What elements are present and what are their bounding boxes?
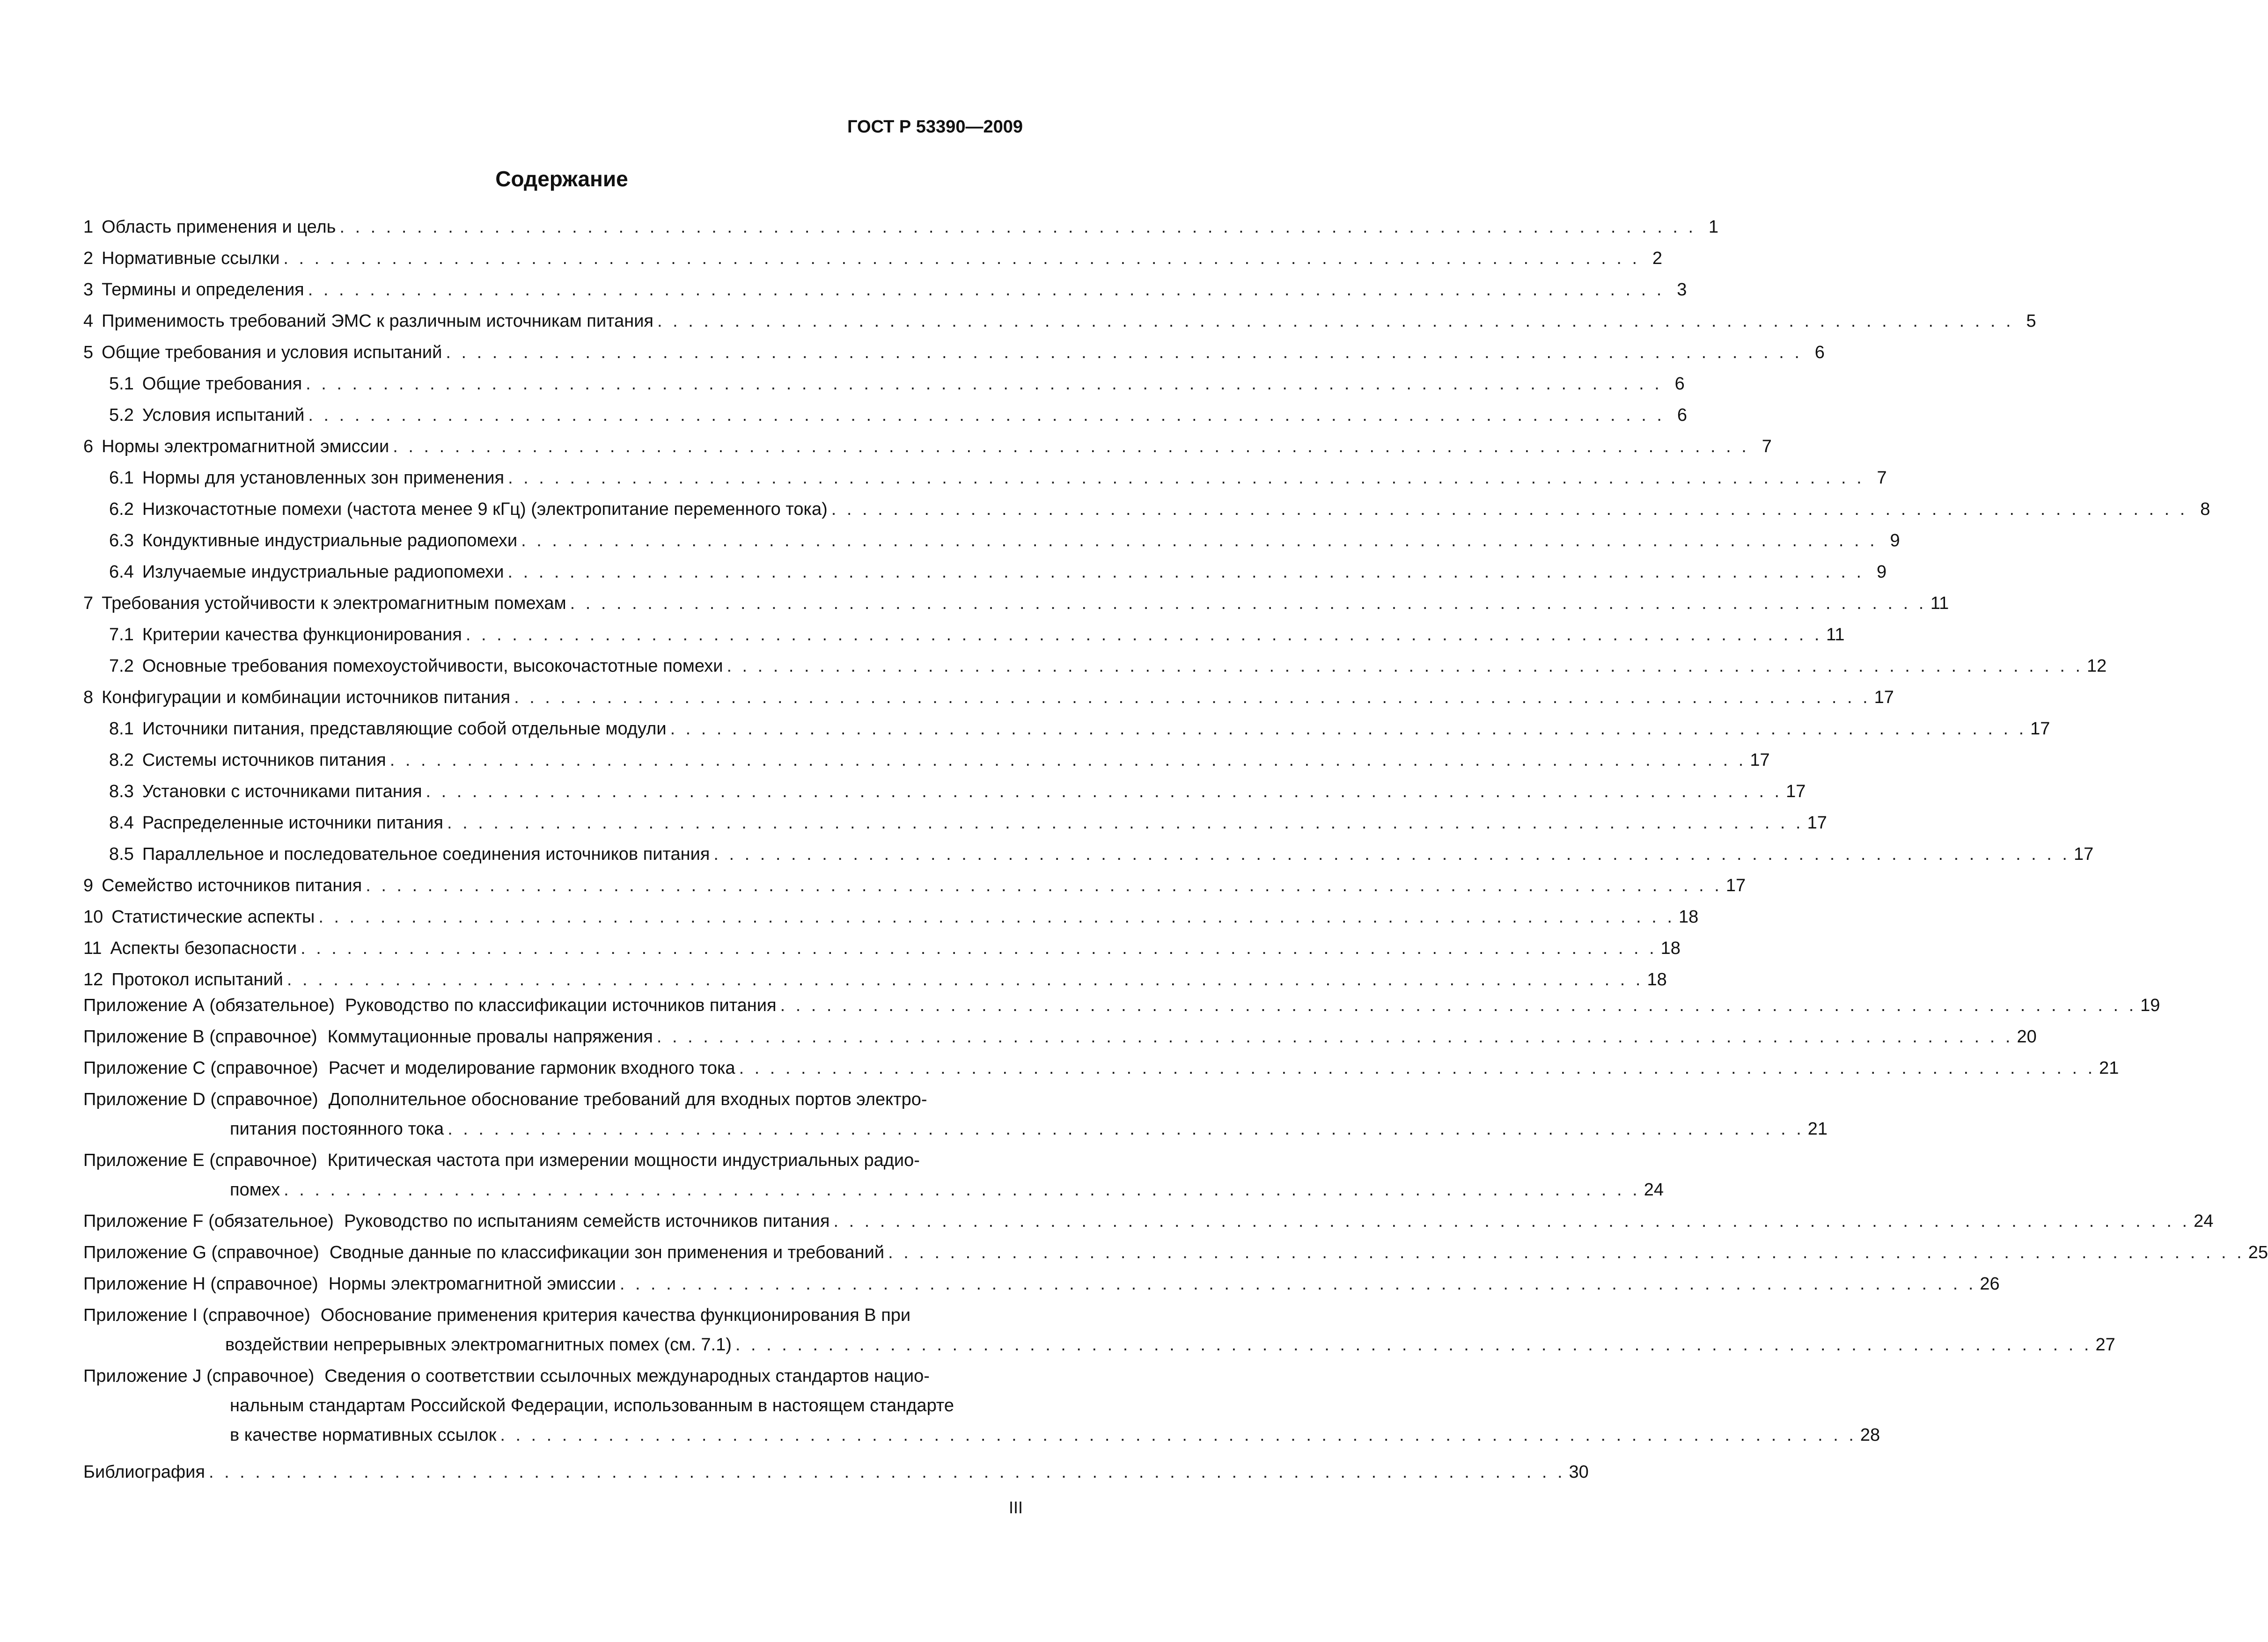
appendix-page: 20 [2017, 1027, 2037, 1047]
toc-entry-title: Нормы электромагнитной эмиссии [102, 437, 389, 456]
toc-entry[interactable] [83, 337, 1825, 368]
toc-entry[interactable] [83, 776, 1806, 807]
toc-entry-page: 17 [2030, 719, 2050, 739]
dot-leader: . . . . . . . . . . . . . . . . . . . . . . . . . . . . . . . . . . . . . . . . . . . . . . . . . . . . . . . . . . . . . . . . . . . . . . . . . . . . . . . . . . . . . . . . [426, 782, 1783, 801]
toc-entry[interactable] [83, 619, 1845, 651]
toc-entry-page: 18 [1647, 970, 1667, 990]
toc-entry-title: Аспекты безопасности [110, 938, 297, 958]
appendix-title: помех [230, 1180, 280, 1200]
toc-entry-number: 5 [83, 343, 94, 362]
dot-leader: . . . . . . . . . . . . . . . . . . . . . . . . . . . . . . . . . . . . . . . . . . . . . . . . . . . . . . . . . . . . . . . . . . . . . . . . . . . . . . . . . . . . . . . . [448, 1119, 1804, 1139]
appendix-page: 24 [2194, 1211, 2214, 1231]
appendix-label: Приложение I (справочное) [83, 1305, 310, 1325]
toc-entry-page: 9 [1890, 531, 1900, 550]
toc-entry[interactable] [83, 933, 1681, 964]
toc-appendix-entry[interactable] [83, 1090, 1828, 1149]
appendix-title: Сведения о соответствии ссылочных международных стандартов нацио- [324, 1366, 930, 1386]
toc-entry-title: Условия испытаний [142, 405, 305, 425]
dot-leader: . . . . . . . . . . . . . . . . . . . . . . . . . . . . . . . . . . . . . . . . . . . . . . . . . . . . . . . . . . . . . . . . . . . . . . . . . . . . . . . . . . . . . . . . [447, 813, 1804, 833]
toc-entry-title: Установки с источниками питания [142, 782, 422, 801]
toc-entry-title: Распределенные источники питания [142, 813, 444, 833]
toc-entry-number: 5.1 [109, 374, 134, 394]
toc-entry-number: 7 [83, 594, 94, 613]
toc-entry[interactable] [83, 839, 2094, 870]
toc-entry-number: 8.4 [109, 813, 134, 833]
appendix-page: 27 [2095, 1335, 2115, 1355]
toc-entry-number: 6.4 [109, 562, 134, 582]
appendix-label: Приложение А (обязательное) [83, 996, 335, 1015]
toc-entry-number: 8.1 [109, 719, 134, 739]
toc-entry-title: Общие требования [142, 374, 302, 394]
toc-entry-page: 5 [2026, 311, 2036, 331]
toc-entry-title: Применимость требований ЭМС к различным источникам питания [102, 311, 653, 331]
toc-entry-page: 17 [1807, 813, 1827, 833]
appendix-title: Нормы электромагнитной эмиссии [328, 1274, 616, 1294]
toc-entry-page: 1 [1708, 217, 1719, 237]
toc-entry[interactable] [83, 713, 2050, 745]
toc-entry[interactable] [83, 745, 1770, 776]
toc-entry[interactable] [83, 525, 1900, 557]
toc-entry-page: 9 [1876, 562, 1887, 582]
toc-entry-page: 12 [2087, 656, 2107, 676]
toc-entry-title: Системы источников питания [142, 750, 386, 770]
appendix-page: 19 [2140, 996, 2160, 1015]
appendix-page: 24 [1644, 1180, 1664, 1200]
appendix-label: Приложение G (справочное) [83, 1243, 319, 1262]
appendix-title: Дополнительное обоснование требований для входных портов электро- [328, 1090, 927, 1109]
document-id: ГОСТ Р 53390—2009 [847, 117, 1023, 137]
dot-leader: . . . . . . . . . . . . . . . . . . . . . . . . . . . . . . . . . . . . . . . . . . . . . . . . . . . . . . . . . . . . . . . . . . . . . . . . . . . . . . . . . . . . . . . . [619, 1274, 1976, 1294]
dot-leader: . . . . . . . . . . . . . . . . . . . . . . . . . . . . . . . . . . . . . . . . . . . . . . . . . . . . . . . . . . . . . . . . . . . . . . . . . . . . . . . . . . . . . . . . [670, 719, 2027, 739]
toc-entry-title: Требования устойчивости к электромагнитным помехам [102, 594, 566, 613]
dot-leader: . . . . . . . . . . . . . . . . . . . . . . . . . . . . . . . . . . . . . . . . . . . . . . . . . . . . . . . . . . . . . . . . . . . . . . . . . . . . . . . . . . . . . . . . [308, 280, 1665, 300]
appendix-title: Критическая частота при измерении мощности индустриальных радио- [327, 1151, 920, 1170]
dot-leader: . . . . . . . . . . . . . . . . . . . . . . . . . . . . . . . . . . . . . . . . . . . . . . . . . . . . . . . . . . . . . . . . . . . . . . . . . . . . . . . . . . . . . . . . [888, 1243, 2245, 1262]
dot-leader: . . . . . . . . . . . . . . . . . . . . . . . . . . . . . . . . . . . . . . . . . . . . . . . . . . . . . . . . . . . . . . . . . . . . . . . . . . . . . . . . . . . . . . . . [301, 938, 1657, 958]
dot-leader: . . . . . . . . . . . . . . . . . . . . . . . . . . . . . . . . . . . . . . . . . . . . . . . . . . . . . . . . . . . . . . . . . . . . . . . . . . . . . . . . . . . . . . . . [389, 750, 1747, 770]
dot-leader: . . . . . . . . . . . . . . . . . . . . . . . . . . . . . . . . . . . . . . . . . . . . . . . . . . . . . . . . . . . . . . . . . . . . . . . . . . . . . . . . . . . . . . . . [284, 1180, 1640, 1200]
toc-entry-title: Кондуктивные индустриальные радиопомехи [142, 531, 518, 550]
toc-entry-page: 6 [1674, 374, 1685, 394]
toc-entry[interactable] [83, 870, 1746, 902]
toc-entry-title: Семейство источников питания [102, 876, 362, 895]
toc-entry-title: Источники питания, представляющие собой отдельные модули [142, 719, 667, 739]
toc-entry-page: 17 [1750, 750, 1770, 770]
toc-entry-number: 6 [83, 437, 94, 456]
appendix-title: Руководство по испытаниям семейств источников питания [344, 1211, 830, 1231]
appendix-title: питания постоянного тока [230, 1119, 444, 1139]
appendix-label: Приложение С (справочное) [83, 1058, 318, 1078]
dot-leader: . . . . . . . . . . . . . . . . . . . . . . . . . . . . . . . . . . . . . . . . . . . . . . . . . . . . . . . . . . . . . . . . . . . . . . . . . . . . . . . . . . . . . . . . [739, 1058, 2096, 1078]
dot-leader: . . . . . . . . . . . . . . . . . . . . . . . . . . . . . . . . . . . . . . . . . . . . . . . . . . . . . . . . . . . . . . . . . . . . . . . . . . . . . . . . . . . . . . . . [208, 1462, 1565, 1482]
toc-entry-number: 8.3 [109, 782, 134, 801]
toc-bibliography[interactable] [83, 1457, 1589, 1488]
toc-entry-title: Параллельное и последовательное соединения источников питания [142, 844, 710, 864]
dot-leader: . . . . . . . . . . . . . . . . . . . . . . . . . . . . . . . . . . . . . . . . . . . . . . . . . . . . . . . . . . . . . . . . . . . . . . . . . . . . . . . . . . . . . . . . [735, 1335, 2092, 1355]
toc-appendix-entry[interactable] [83, 1151, 1664, 1210]
toc-entry-title: Критерии качества функционирования [142, 625, 462, 645]
toc-entry-number: 5.2 [109, 405, 134, 425]
toc-entry[interactable] [83, 212, 1719, 243]
toc-entry[interactable] [83, 557, 1887, 588]
dot-leader: . . . . . . . . . . . . . . . . . . . . . . . . . . . . . . . . . . . . . . . . . . . . . . . . . . . . . . . . . . . . . . . . . . . . . . . . . . . . . . . . . . . . . . . . [656, 1027, 2013, 1047]
toc-entry-number: 8.5 [109, 844, 134, 864]
appendix-page: 21 [2099, 1058, 2119, 1078]
toc-entry-number: 7.1 [109, 625, 134, 645]
toc-appendix-entry[interactable] [83, 1274, 2000, 1305]
bibliography-page: 30 [1569, 1462, 1589, 1482]
toc-entry-number: 1 [83, 217, 94, 237]
dot-leader: . . . . . . . . . . . . . . . . . . . . . . . . . . . . . . . . . . . . . . . . . . . . . . . . . . . . . . . . . . . . . . . . . . . . . . . . . . . . . . . . . . . . . . . . [780, 996, 2137, 1015]
toc-entry-number: 3 [83, 280, 94, 300]
toc-entry-page: 11 [1826, 625, 1845, 645]
toc-entry[interactable] [83, 274, 1687, 306]
toc-entry-number: 9 [83, 876, 94, 895]
toc-entry-page: 11 [1930, 594, 1949, 613]
dot-leader: . . . . . . . . . . . . . . . . . . . . . . . . . . . . . . . . . . . . . . . . . . . . . . . . . . . . . . . . . . . . . . . . . . . . . . . . . . . . . . . . . . . . . . . . [833, 1211, 2190, 1231]
appendix-title: Руководство по классификации источников питания [345, 996, 777, 1015]
toc-entry-number: 6.3 [109, 531, 134, 550]
toc-appendix-entry[interactable] [83, 996, 2160, 1027]
toc-entry-title: Излучаемые индустриальные радиопомехи [142, 562, 504, 582]
dot-leader: . . . . . . . . . . . . . . . . . . . . . . . . . . . . . . . . . . . . . . . . . . . . . . . . . . . . . . . . . . . . . . . . . . . . . . . . . . . . . . . . . . . . . . . . [393, 437, 1749, 456]
toc-entry-number: 11 [83, 938, 102, 958]
dot-leader: . . . . . . . . . . . . . . . . . . . . . . . . . . . . . . . . . . . . . . . . . . . . . . . . . . . . . . . . . . . . . . . . . . . . . . . . . . . . . . . . . . . . . . . . [508, 468, 1864, 488]
appendix-page: 25 [2248, 1243, 2268, 1262]
appendix-page: 26 [1980, 1274, 2000, 1294]
toc-entry-page: 18 [1660, 938, 1681, 958]
bibliography-title: Библиография [83, 1462, 205, 1482]
appendix-title: Сводные данные по классификации зон применения и требований [329, 1243, 885, 1262]
toc-entry[interactable] [83, 964, 1667, 996]
toc-entry-number: 6.2 [109, 499, 134, 519]
toc-entry[interactable] [83, 588, 1949, 619]
dot-leader: . . . . . . . . . . . . . . . . . . . . . . . . . . . . . . . . . . . . . . . . . . . . . . . . . . . . . . . . . . . . . . . . . . . . . . . . . . . . . . . . . . . . . . . . [286, 970, 1644, 990]
dot-leader: . . . . . . . . . . . . . . . . . . . . . . . . . . . . . . . . . . . . . . . . . . . . . . . . . . . . . . . . . . . . . . . . . . . . . . . . . . . . . . . . . . . . . . . . [308, 405, 1665, 425]
page-number: III [1008, 1498, 1023, 1517]
toc-entry-page: 17 [1786, 782, 1806, 801]
toc-entry-page: 3 [1677, 280, 1687, 300]
toc-entry[interactable] [83, 902, 1699, 933]
appendix-title: в качестве нормативных ссылок [230, 1425, 497, 1445]
toc-entry-title: Протокол испытаний [111, 970, 283, 990]
dot-leader: . . . . . . . . . . . . . . . . . . . . . . . . . . . . . . . . . . . . . . . . . . . . . . . . . . . . . . . . . . . . . . . . . . . . . . . . . . . . . . . . . . . . . . . . [514, 688, 1871, 707]
dot-leader: . . . . . . . . . . . . . . . . . . . . . . . . . . . . . . . . . . . . . . . . . . . . . . . . . . . . . . . . . . . . . . . . . . . . . . . . . . . . . . . . . . . . . . . . [306, 374, 1662, 394]
toc-entry-page: 17 [2073, 844, 2094, 864]
toc-entry-title: Область применения и цель [102, 217, 336, 237]
appendix-title: нальным стандартам Российской Федерации, использованным в настоящем стандарте [230, 1396, 954, 1415]
dot-leader: . . . . . . . . . . . . . . . . . . . . . . . . . . . . . . . . . . . . . . . . . . . . . . . . . . . . . . . . . . . . . . . . . . . . . . . . . . . . . . . . . . . . . . . . [283, 249, 1640, 268]
appendix-page: 28 [1860, 1425, 1880, 1445]
toc-entry-title: Низкочастотные помехи (частота менее 9 кГц) (электропитание переменного тока) [142, 499, 828, 519]
toc-entry-page: 17 [1725, 876, 1746, 895]
appendix-label: Приложение В (справочное) [83, 1027, 317, 1047]
appendix-title: Обоснование применения критерия качества функционирования В при [320, 1305, 911, 1325]
toc-entry-page: 17 [1874, 688, 1894, 707]
toc-entry[interactable] [83, 243, 1663, 274]
dot-leader: . . . . . . . . . . . . . . . . . . . . . . . . . . . . . . . . . . . . . . . . . . . . . . . . . . . . . . . . . . . . . . . . . . . . . . . . . . . . . . . . . . . . . . . . [727, 656, 2084, 676]
appendix-label: Приложение Е (справочное) [83, 1151, 317, 1170]
dot-leader: . . . . . . . . . . . . . . . . . . . . . . . . . . . . . . . . . . . . . . . . . . . . . . . . . . . . . . . . . . . . . . . . . . . . . . . . . . . . . . . . . . . . . . . . [339, 217, 1696, 237]
toc-entry-title: Основные требования помехоустойчивости, высокочастотные помехи [142, 656, 723, 676]
appendix-title: Расчет и моделирование гармоник входного тока [328, 1058, 735, 1078]
dot-leader: . . . . . . . . . . . . . . . . . . . . . . . . . . . . . . . . . . . . . . . . . . . . . . . . . . . . . . . . . . . . . . . . . . . . . . . . . . . . . . . . . . . . . . . . [500, 1425, 1857, 1445]
toc-entry-page: 6 [1814, 343, 1825, 362]
toc-appendix-entry[interactable] [83, 1027, 2037, 1058]
dot-leader: . . . . . . . . . . . . . . . . . . . . . . . . . . . . . . . . . . . . . . . . . . . . . . . . . . . . . . . . . . . . . . . . . . . . . . . . . . . . . . . . . . . . . . . . [521, 531, 1878, 550]
toc-entry-number: 6.1 [109, 468, 134, 488]
toc-entry-page: 7 [1762, 437, 1772, 456]
toc-appendix-entry[interactable] [83, 1366, 1880, 1455]
toc-entry-page: 8 [2200, 499, 2210, 519]
dot-leader: . . . . . . . . . . . . . . . . . . . . . . . . . . . . . . . . . . . . . . . . . . . . . . . . . . . . . . . . . . . . . . . . . . . . . . . . . . . . . . . . . . . . . . . . [446, 343, 1802, 362]
appendix-title: воздействии непрерывных электромагнитных помех (см. 7.1) [225, 1335, 732, 1355]
appendix-label: Приложение F (обязательное) [83, 1211, 334, 1231]
toc-entry-number: 7.2 [109, 656, 134, 676]
dot-leader: . . . . . . . . . . . . . . . . . . . . . . . . . . . . . . . . . . . . . . . . . . . . . . . . . . . . . . . . . . . . . . . . . . . . . . . . . . . . . . . . . . . . . . . . [831, 499, 2188, 519]
dot-leader: . . . . . . . . . . . . . . . . . . . . . . . . . . . . . . . . . . . . . . . . . . . . . . . . . . . . . . . . . . . . . . . . . . . . . . . . . . . . . . . . . . . . . . . . [465, 625, 1822, 645]
toc-entry[interactable] [83, 807, 1827, 839]
toc-entry-page: 2 [1652, 249, 1663, 268]
appendix-label: Приложение D (справочное) [83, 1090, 318, 1109]
dot-leader: . . . . . . . . . . . . . . . . . . . . . . . . . . . . . . . . . . . . . . . . . . . . . . . . . . . . . . . . . . . . . . . . . . . . . . . . . . . . . . . . . . . . . . . . [713, 844, 2070, 864]
toc-entry[interactable] [83, 368, 1685, 400]
table-of-contents [83, 212, 2268, 1488]
toc-entry-title: Нормы для установленных зон применения [142, 468, 505, 488]
dot-leader: . . . . . . . . . . . . . . . . . . . . . . . . . . . . . . . . . . . . . . . . . . . . . . . . . . . . . . . . . . . . . . . . . . . . . . . . . . . . . . . . . . . . . . . . [507, 562, 1864, 582]
toc-entry-number: 4 [83, 311, 94, 331]
dot-leader: . . . . . . . . . . . . . . . . . . . . . . . . . . . . . . . . . . . . . . . . . . . . . . . . . . . . . . . . . . . . . . . . . . . . . . . . . . . . . . . . . . . . . . . . [570, 594, 1927, 613]
appendix-label: Приложение Н (справочное) [83, 1274, 318, 1294]
toc-entry[interactable] [83, 431, 1772, 462]
appendix-title: Коммутационные провалы напряжения [327, 1027, 653, 1047]
dot-leader: . . . . . . . . . . . . . . . . . . . . . . . . . . . . . . . . . . . . . . . . . . . . . . . . . . . . . . . . . . . . . . . . . . . . . . . . . . . . . . . . . . . . . . . . [318, 907, 1675, 927]
toc-entry[interactable] [83, 462, 1887, 494]
toc-entry-title: Конфигурации и комбинации источников питания [102, 688, 511, 707]
toc-entry[interactable] [83, 400, 1687, 431]
page-title: Содержание [495, 167, 628, 191]
dot-leader: . . . . . . . . . . . . . . . . . . . . . . . . . . . . . . . . . . . . . . . . . . . . . . . . . . . . . . . . . . . . . . . . . . . . . . . . . . . . . . . . . . . . . . . . [657, 311, 2014, 331]
toc-entry-number: 8.2 [109, 750, 134, 770]
toc-appendix-entry[interactable] [83, 1305, 2115, 1364]
toc-entry-number: 12 [83, 970, 103, 990]
toc-entry-page: 6 [1677, 405, 1687, 425]
toc-entry-title: Общие требования и условия испытаний [102, 343, 442, 362]
toc-entry[interactable] [83, 494, 2210, 525]
toc-entry-title: Нормативные ссылки [102, 249, 280, 268]
toc-entry[interactable] [83, 651, 2107, 682]
toc-entry[interactable] [83, 682, 1894, 713]
dot-leader: . . . . . . . . . . . . . . . . . . . . . . . . . . . . . . . . . . . . . . . . . . . . . . . . . . . . . . . . . . . . . . . . . . . . . . . . . . . . . . . . . . . . . . . . [366, 876, 1722, 895]
toc-entry-number: 8 [83, 688, 94, 707]
toc-appendix-entry[interactable] [83, 1058, 2119, 1090]
toc-entry-page: 18 [1678, 907, 1699, 927]
toc-appendix-entry[interactable] [83, 1243, 2268, 1274]
toc-entry-title: Термины и определения [102, 280, 304, 300]
toc-entry-number: 2 [83, 249, 94, 268]
toc-appendix-entry[interactable] [83, 1211, 2214, 1243]
appendix-label: Приложение J (справочное) [83, 1366, 315, 1386]
toc-entry-title: Статистические аспекты [111, 907, 315, 927]
appendix-page: 21 [1807, 1119, 1828, 1139]
toc-entry-page: 7 [1877, 468, 1887, 488]
toc-entry-number: 10 [83, 907, 103, 927]
toc-entry[interactable] [83, 306, 2036, 337]
